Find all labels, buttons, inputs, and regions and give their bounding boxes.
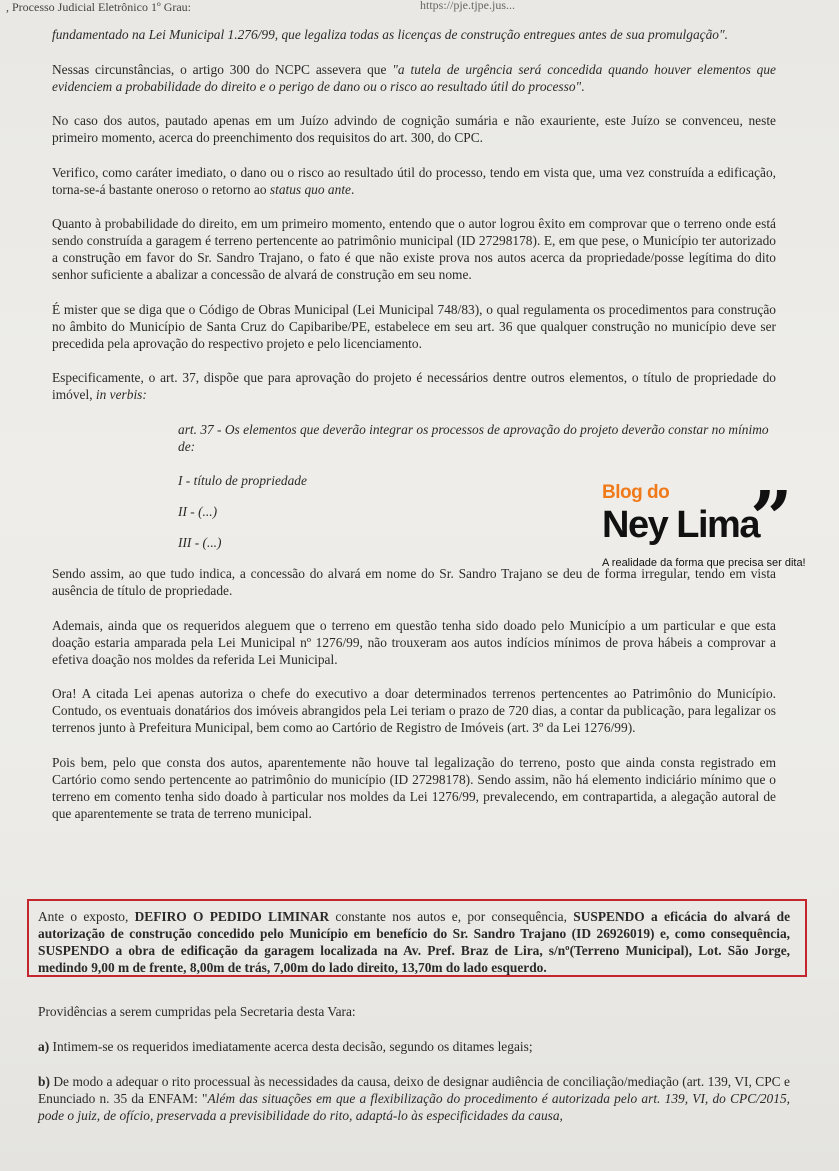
quote-item-3: III - (...) (178, 535, 222, 550)
paragraph-5: Quanto à probabilidade do direito, em um primeiro momento, entendo que o autor logrou êxito em comprovar que o terreno onde está sendo construída a garagem é terreno pertencente ao patrimônio municipal (ID 27298178). E, em que pese, o Município ter autorizado a construção em favor do Sr. Sandro Trajano, o fato é que não existe prova nos autos acerca da propriedade/posse legítima do dito senhor suficiente a abalizar a concessão de alvará de construção em seu nome. (52, 216, 776, 282)
paragraph-3: No caso dos autos, pautado apenas em um Juízo advindo de cognição sumária e não exauriente, este Juízo se convenceu, neste primeiro momento, acerca do preenchimento dos requisitos do art. 300, do CPC. (52, 113, 776, 145)
paragraph-8: Sendo assim, ao que tudo indica, a concessão do alvará em nome do Sr. Sandro Trajano se deu de forma irregular, tendo em vista ausência de título de propriedade. (52, 566, 776, 598)
provision-a: a) Intimem-se os requeridos imediatamente acerca desta decisão, segundo os ditames legais; (38, 1039, 533, 1054)
paragraph-2: Nessas circunstâncias, o artigo 300 do NCPC assevera que "a tutela de urgência será concedida quando houver elementos que evidenciem a probabilidade do direito e o perigo de dano ou o risco ao resultado útil do processo". (52, 61, 776, 94)
provision-b: b) De modo a adequar o rito processual às necessidades da causa, deixo de designar audiência de conciliação/mediação (art. 139, VI, CPC e Enunciado n. 35 da ENFAM: "Além das situações em que a flexibilização do procedimento é autorizada pelo art. 139, VI, do CPC/2015, pode o juiz, de ofício, preservada a previsibilidade do rito, adaptá-lo às especificidades da causa, (38, 1074, 790, 1123)
quote-mark-icon: ” (750, 476, 793, 562)
document-body (52, 26, 776, 839)
page-header (0, 0, 839, 18)
header-url: https://pje.tjpe.jus... (420, 0, 515, 12)
quote-item-1: I - título de propriedade (178, 473, 307, 488)
logo-tagline: A realidade da forma que precisa ser dita! (602, 557, 806, 569)
logo-line-1: Blog do (602, 482, 670, 503)
paragraph-7: Especificamente, o art. 37, dispõe que para aprovação do projeto é necessários dentre outros elementos, o título de propriedade do imóvel, in verbis: (52, 370, 776, 402)
provisions-section (38, 1003, 790, 1142)
provisions-heading: Providências a serem cumpridas pela Secretaria desta Vara: (38, 1004, 356, 1019)
paragraph-10: Ora! A citada Lei apenas autoriza o chefe do executivo a doar determinados terrenos pertencentes ao Patrimônio do Município. Contudo, os eventuais donatários dos imóveis abrangidos pela Lei teriam o prazo de 720 dias, a contar da publicação, para legalizar os terrenos junto à Prefeitura Municipal, bem como ao Cartório de Registro de Imóveis (art. 3º da Lei 1276/99). (52, 686, 776, 735)
paragraph-6: É mister que se diga que o Código de Obras Municipal (Lei Municipal 748/83), o qual regulamenta os procedimentos para construção no âmbito do Município de Santa Cruz do Capibaribe/PE, estabelece em seu art. 36 que qualquer construção no município deve ser precedida pela aprovação do respectivo projeto e pelo licenciamento. (52, 301, 776, 351)
decision-paragraph: Ante o exposto, DEFIRO O PEDIDO LIMINAR constante nos autos e, por consequência, SUSPENDO a eficácia do alvará de autorização de construção concedido pelo Município em benefício do Sr. Sandro Trajano (ID 26926019) e, como consequência, SUSPENDO a obra de edificação da garagem localizada na Av. Pref. Braz de Lira, s/nº(Terreno Municipal), Lot. São Jorge, medindo 9,00 m de frente, 8,00m de trás, 7,00m do lado direito, 13,70m do lado esquerdo. (38, 909, 791, 975)
paragraph-9: Ademais, ainda que os requeridos aleguem que o terreno em questão tenha sido doado pelo Município a um particular e que esta doação estaria amparada pela Lei Municipal nº 1276/99, não trouxeram aos autos indícios mínimos de prova hábeis a comprovar a efetiva doação nos moldes da referida Lei Municipal. (52, 617, 776, 667)
paragraph-1: fundamentado na Lei Municipal 1.276/99, que legaliza todas as licenças de construção entregues antes de sua promulgação". (52, 27, 728, 42)
header-title: , Processo Judicial Eletrônico 1º Grau: (6, 0, 192, 14)
paragraph-11: Pois bem, pelo que consta dos autos, aparentemente não houve tal legalização do terreno, posto que ainda consta registrado em Cartório como sendo pertencente ao patrimônio do município (ID 27298178). Sendo assim, não há elemento indiciário mínimo que o terreno em comento tenha sido doado à particular nos moldes da Lei 1276/99, prevalecendo, em contrapartida, a alegação autoral de que aparentemente se trata de terreno municipal. (52, 754, 776, 821)
logo-line-2: Ney Lima (602, 504, 759, 546)
quote-item-2: II - (...) (178, 504, 218, 519)
law-quote: art. 37 - Os elementos que deverão integrar os processos de aprovação do projeto deverão constar no mínimo de: (178, 421, 769, 454)
blog-watermark-logo (602, 476, 832, 572)
paragraph-4: Verifico, como caráter imediato, o dano ou o risco ao resultado útil do processo, tendo em vista que, uma vez construída a edificação, torna-se-á bastante oneroso o retorno ao status quo ante. (52, 164, 776, 197)
